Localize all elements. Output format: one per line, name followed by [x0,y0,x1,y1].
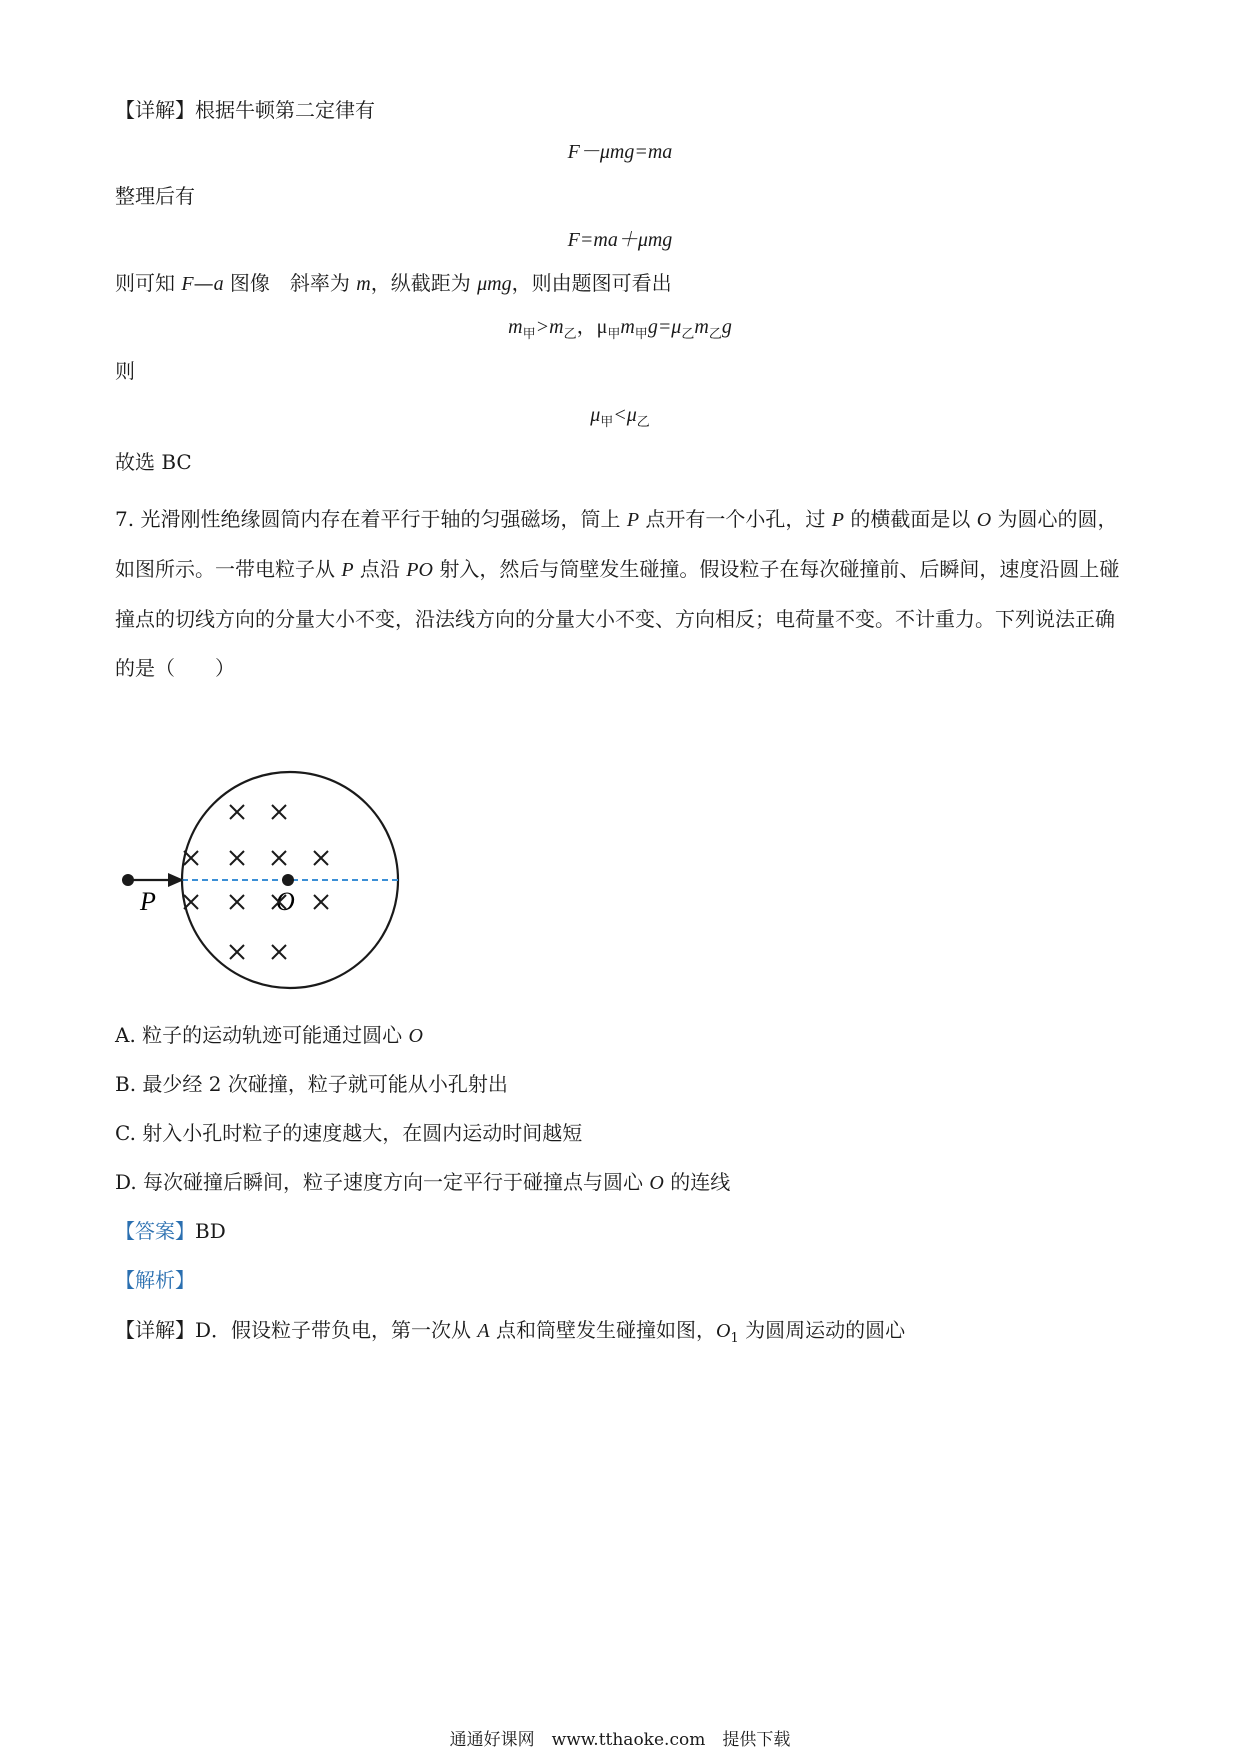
detail-text: 点和筒壁发生碰撞如图， [489,1318,716,1342]
option-a [115,1023,423,1048]
field-cross-icon [272,805,286,819]
detail-line-2 [115,1318,905,1351]
stem-part: 点沿 [353,557,407,581]
field-cross-icon [230,895,244,909]
var-O: O [408,1025,423,1047]
var-O1-subscript: 1 [730,1331,739,1346]
option-text: 粒子的运动轨迹可能通过圆心 [135,1023,409,1047]
analysis-tag: 【解析】 [115,1268,195,1292]
eq-sub: 甲 [522,326,536,341]
answer-tag: 【答案】 [115,1219,195,1243]
var-F: F [181,273,194,295]
var-m: m [356,273,371,295]
stem-part: 射入，然后与筒壁发生碰撞。假设粒子在每次碰撞前、后瞬间，速度沿圆上碰撞点的切线方向的分量大小不变，沿法线方向的分量大小不变、方向相反；电荷量不变。不计重力。下列说法正确的是（ ） [115,557,1120,680]
detail-tag: 【详解】 [115,1318,195,1342]
option-label: D. [115,1170,137,1194]
eq-part: <μ [613,404,637,426]
label-P: P [140,887,156,916]
field-cross-icon [314,851,328,865]
tidy-text: 整理后有 [115,184,195,208]
graph-text [115,271,672,296]
text-span: — [193,271,214,295]
field-cross-icon [230,805,244,819]
question-number: 7. [115,507,135,531]
label-O: O [276,887,295,916]
option-b [115,1072,508,1096]
option-c [115,1121,582,1145]
question-stem [115,495,1125,693]
eq-part: μ [590,404,601,426]
eq-part: g=μ [647,316,682,338]
option-label: C. [115,1121,136,1145]
field-cross-icon [314,895,328,909]
choice-text: 故选 BC [115,450,192,474]
eq-sub: 甲 [607,326,621,341]
option-text: 每次碰撞后瞬间，粒子速度方向一定平行于碰撞点与圆心 [136,1170,650,1194]
stem-part: 光滑刚性绝缘圆筒内存在着平行于轴的匀强磁场，筒上 [134,507,627,531]
eq-sub: 乙 [636,414,650,429]
field-cross-icon [230,851,244,865]
stem-part: 点开有一个小孔，过 [639,507,832,531]
equation-1: F－μmg=ma [567,141,673,163]
eq-sub: 乙 [563,326,577,341]
text-span: 则可知 [115,271,182,295]
detail-tag: 【详解】 [115,98,195,122]
var-a: a [213,273,224,295]
option-label: A. [115,1023,136,1047]
text-span: ，纵截距为 [370,271,478,295]
field-cross-icon [184,851,198,865]
eq-part: m [620,316,635,338]
option-text: 的连线 [663,1170,731,1194]
var-umg: μmg [477,273,512,295]
answer-value: BD [195,1219,226,1243]
detail-text: 为圆周运动的圆心 [738,1318,906,1342]
eq-sub: 乙 [708,326,722,341]
option-d [115,1170,730,1195]
field-cross-icon [272,851,286,865]
var-PO: PO [406,559,433,581]
magnetic-field-figure [110,755,410,1005]
eq-sub: 甲 [600,414,614,429]
option-label: B. [115,1072,137,1096]
eq-part: g [721,316,732,338]
eq-part: ，μ [576,316,608,338]
eq-part: m [694,316,709,338]
equation-3 [0,315,1240,346]
var-O: O [649,1172,664,1194]
then-text: 则 [115,359,135,383]
var-O1: O [715,1320,731,1342]
field-crosses [184,805,328,959]
detail-line [115,98,375,122]
equation-2: F=ma＋μmg [567,229,673,251]
eq-sub: 乙 [681,326,695,341]
eq-part: m [508,316,523,338]
detail-text: D．假设粒子带负电，第一次从 [195,1318,478,1342]
option-text: 射入小孔时粒子的速度越大，在圆内运动时间越短 [135,1121,583,1145]
page-footer: 通通好课网 www.tthaoke.com 提供下载 [449,1730,791,1750]
stem-part: 为圆心的圆，如图所示。一带电粒子从 [115,507,1118,581]
text-span: 图像 斜率为 [223,271,357,295]
var-P: P [341,559,354,581]
eq-sub: 甲 [634,326,648,341]
field-cross-icon [230,945,244,959]
var-P: P [626,509,640,531]
stem-part: 的横截面是以 [843,507,977,531]
text-span: ，则由题图可看出 [511,271,672,295]
answer-line [115,1219,226,1243]
field-cross-icon [184,895,198,909]
eq-part: >m [535,316,564,338]
var-A: A [477,1320,490,1342]
field-cross-icon [272,945,286,959]
equation-4 [0,403,1240,434]
var-P: P [831,509,844,531]
analysis-line [115,1268,195,1292]
center-dot [282,874,294,886]
var-O: O [976,509,992,531]
option-text: 最少经 2 次碰撞，粒子就可能从小孔射出 [136,1072,508,1096]
detail-intro: 根据牛顿第二定律有 [195,98,375,122]
